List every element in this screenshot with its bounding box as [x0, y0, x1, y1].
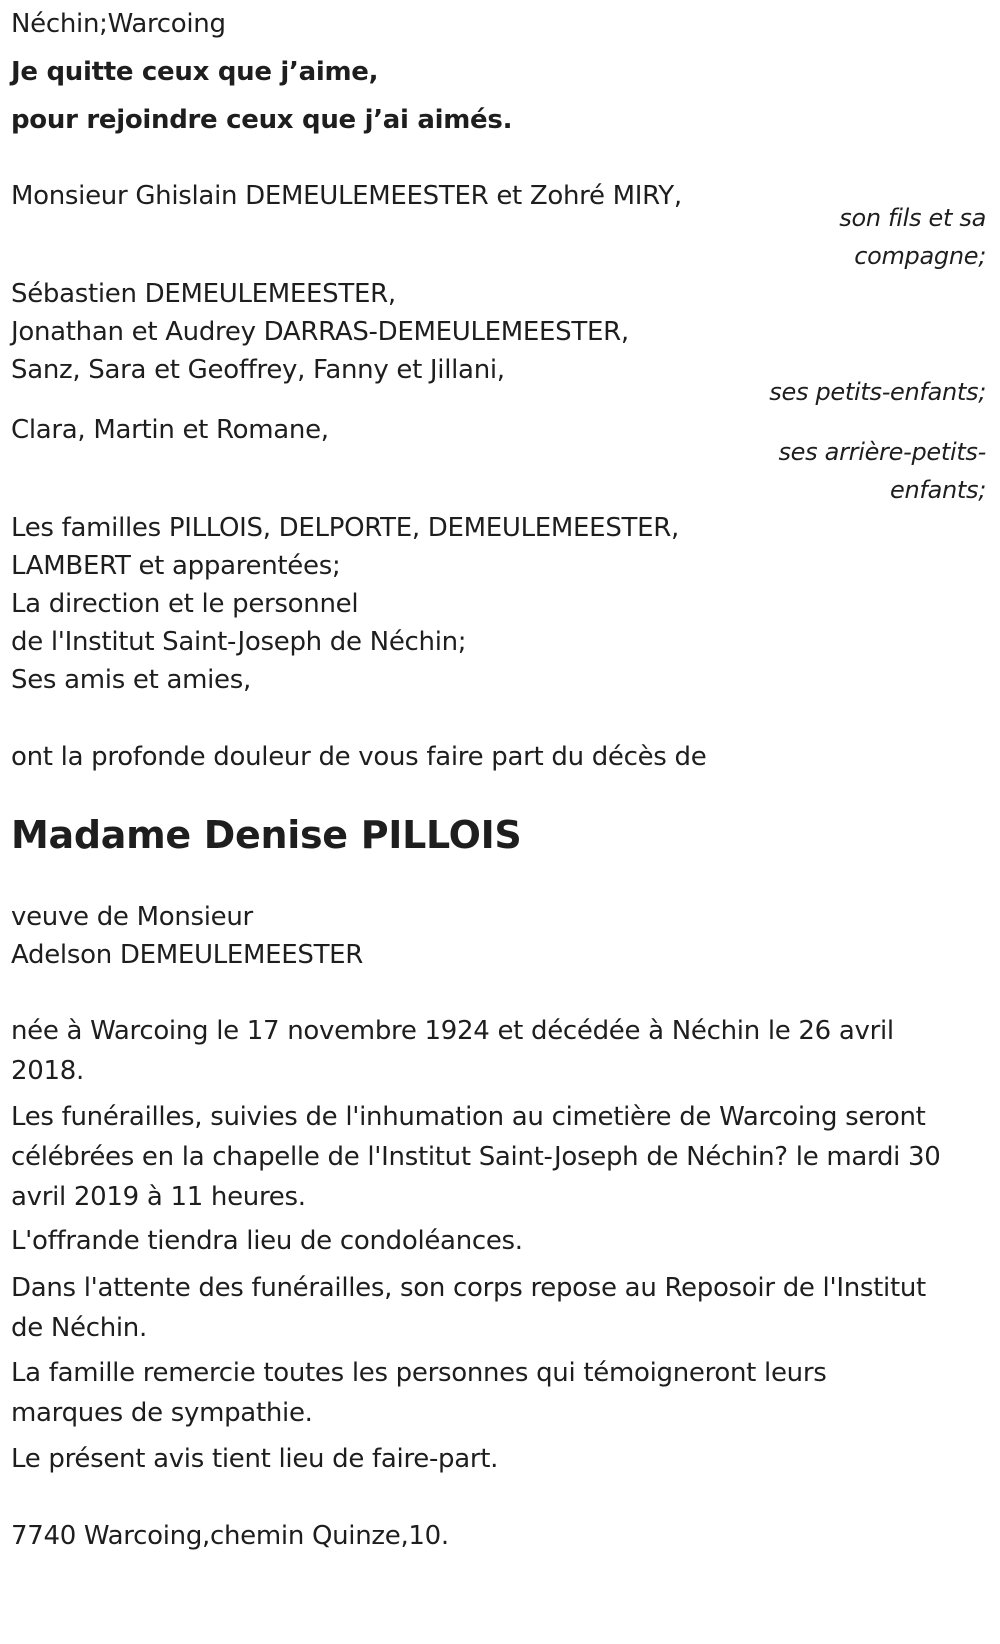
grandchild-line-1: Sébastien DEMEULEMEESTER,: [11, 279, 396, 309]
quote-line-2: pour rejoindre ceux que j’ai aimés.: [11, 105, 513, 135]
others-line-2: LAMBERT et apparentées;: [11, 551, 341, 581]
address-line: 7740 Warcoing,chemin Quinze,10.: [11, 1521, 449, 1551]
grandchildren-role: ses petits-enfants;: [769, 378, 986, 406]
great-grandchildren-role-1: ses arrière-petits-: [778, 438, 986, 466]
deceased-name: Madame Denise PILLOIS: [11, 813, 522, 857]
great-grandchildren-line: Clara, Martin et Romane,: [11, 415, 329, 445]
notice-paragraph: Le présent avis tient lieu de faire-part.: [11, 1444, 499, 1474]
great-grandchildren-role-2: enfants;: [890, 476, 986, 504]
widow-line-2: Adelson DEMEULEMEESTER: [11, 940, 364, 970]
body-rests-paragraph: Dans l'attente des funérailles, son corps repose au Reposoir de l'Institut de Néchin.: [11, 1273, 926, 1343]
announcement-line: ont la profonde douleur de vous faire part du décès de: [11, 742, 707, 772]
others-line-1: Les familles PILLOIS, DELPORTE, DEMEULEMEESTER,: [11, 513, 679, 543]
thanks-paragraph: La famille remercie toutes les personnes qui témoigneront leurs marques de sympathie.: [11, 1358, 827, 1428]
birth-death-paragraph: née à Warcoing le 17 novembre 1924 et décédée à Néchin le 26 avril 2018.: [11, 1016, 894, 1086]
son-role-2: compagne;: [854, 242, 986, 270]
grandchild-line-2: Jonathan et Audrey DARRAS-DEMEULEMEESTER,: [11, 317, 629, 347]
quote-line-1: Je quitte ceux que j’aime,: [11, 57, 379, 87]
others-line-4: de l'Institut Saint-Joseph de Néchin;: [11, 627, 467, 657]
son-role-1: son fils et sa: [839, 204, 986, 232]
offering-paragraph: L'offrande tiendra lieu de condoléances.: [11, 1226, 523, 1256]
widow-line-1: veuve de Monsieur: [11, 902, 253, 932]
others-line-3: La direction et le personnel: [11, 589, 359, 619]
son-line: Monsieur Ghislain DEMEULEMEESTER et Zohré MIRY,: [11, 181, 682, 211]
others-line-5: Ses amis et amies,: [11, 665, 251, 695]
grandchild-line-3: Sanz, Sara et Geoffrey, Fanny et Jillani,: [11, 355, 505, 385]
location-line: Néchin;Warcoing: [11, 9, 226, 39]
funeral-paragraph: Les funérailles, suivies de l'inhumation au cimetière de Warcoing seront célébrées en la chapelle de l'Institut Saint-Joseph de Néchin? le mardi 30 avril 2019 à 11 heures.: [11, 1102, 941, 1212]
